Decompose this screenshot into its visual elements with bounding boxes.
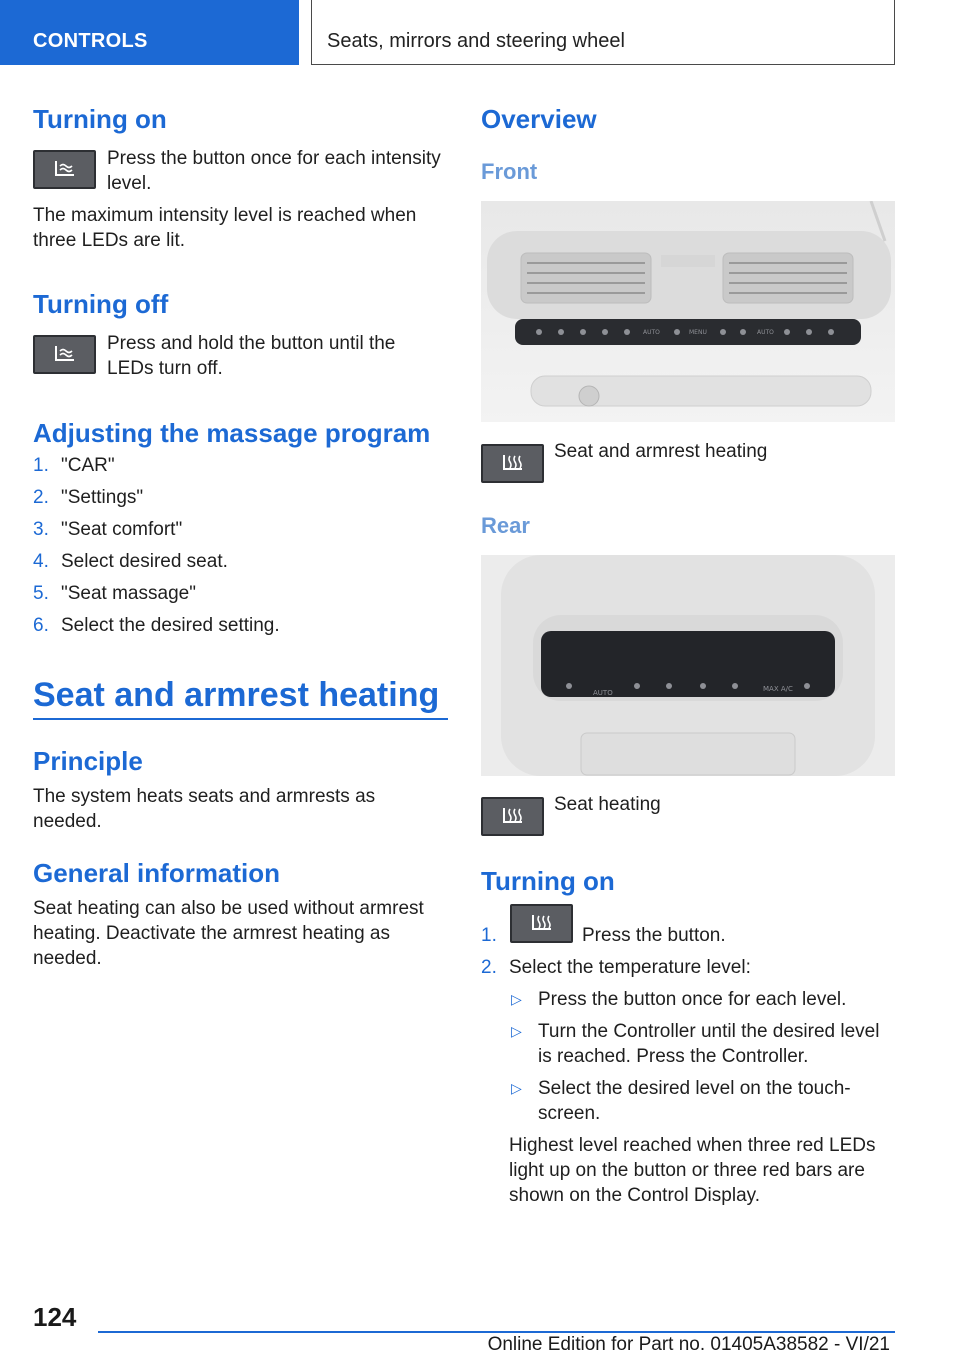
seat-ventilation-button-icon-2 [33,335,96,374]
heading-turning-off: Turning off [33,289,169,319]
seat-ventilation-button-icon [33,150,96,189]
step-number: 4. [33,551,49,572]
turning-on-instruction: Press the button once for each intensity level. [107,148,441,194]
turning-on-note: The maximum intensity level is reached when three LEDs are lit. [33,205,417,251]
seat-heating-button-icon [481,444,544,483]
heading-general-information: General information [33,858,281,888]
front-panel-label-1: AUTO [643,329,660,336]
footer-divider [98,1331,895,1333]
header-chapter-label: Seats, mirrors and steering wheel [327,30,625,52]
step-number: 2. [33,487,49,508]
step-number: 1. [33,455,49,476]
principle-text: The system heats seats and armrests as needed. [33,786,376,832]
bullet-triangle-icon: ▷ [511,991,522,1007]
header-section-tab [0,0,299,65]
heading-seat-armrest-heating: Seat and armrest heating [33,676,440,714]
rear-panel-label-1: AUTO [593,689,613,697]
rear-panel-label-2: MAX A/C [763,685,793,693]
section-divider [33,718,448,720]
massage-step-text: "Seat comfort" [61,519,183,540]
heading-principle: Principle [33,746,143,776]
step-number: 3. [33,519,49,540]
step-number: 5. [33,583,49,604]
page-number: 124 [33,1302,77,1332]
heading-turning-on: Turning on [33,104,167,134]
step-number: 1. [481,925,497,946]
massage-step-text: "Seat massage" [61,583,196,604]
rear-seat-heating-button-icon [481,797,544,836]
rear-climate-panel-photo [481,555,895,776]
seat-heating-button-icon-3 [510,904,573,943]
front-panel-label-3: AUTO [757,329,774,336]
rear-caption: Seat heating [554,794,661,815]
heading-overview: Overview [481,104,597,134]
bullet-triangle-icon: ▷ [511,1080,522,1096]
massage-step-text: Select desired seat. [61,551,228,572]
massage-step-text: "Settings" [61,487,144,508]
header-section-label: CONTROLS [33,30,148,52]
step-2-text: Select the temperature level: [509,957,751,978]
front-climate-panel-photo [481,201,895,422]
heading-front: Front [481,159,538,184]
bullet-triangle-icon: ▷ [511,1023,522,1039]
footer-edition-text: Online Edition for Part no. 01405A38582 - VI/21 [487,1334,890,1355]
turning-on-note-right: Highest level reached when three red LEDs light up on the button or three red bars are shown on the Control Display. [509,1135,876,1206]
heading-massage-program: Adjusting the massage program [33,418,431,448]
step-1-text: Press the button. [582,925,726,946]
step-number: 2. [481,957,497,978]
bullet-1-text: Press the button once for each level. [538,989,847,1010]
front-panel-label-2: MENU [689,329,707,336]
massage-step-text: Select the desired setting. [61,615,280,636]
general-information-text: Seat heating can also be used without armrest heating. Deactivate the armrest heating as needed. [33,898,424,969]
header-chapter-tab [311,0,895,65]
massage-step-text: "CAR" [61,455,115,476]
front-caption: Seat and armrest heating [554,441,768,462]
bullet-3-text: Select the desired level on the touch-screen. [538,1078,851,1124]
turning-off-instruction: Press and hold the button until the LEDs turn off. [107,333,396,379]
heading-rear: Rear [481,513,530,538]
bullet-2-text: Turn the Controller until the desired level is reached. Press the Controller. [538,1021,880,1067]
step-number: 6. [33,615,49,636]
heading-turning-on-right: Turning on [481,866,615,896]
